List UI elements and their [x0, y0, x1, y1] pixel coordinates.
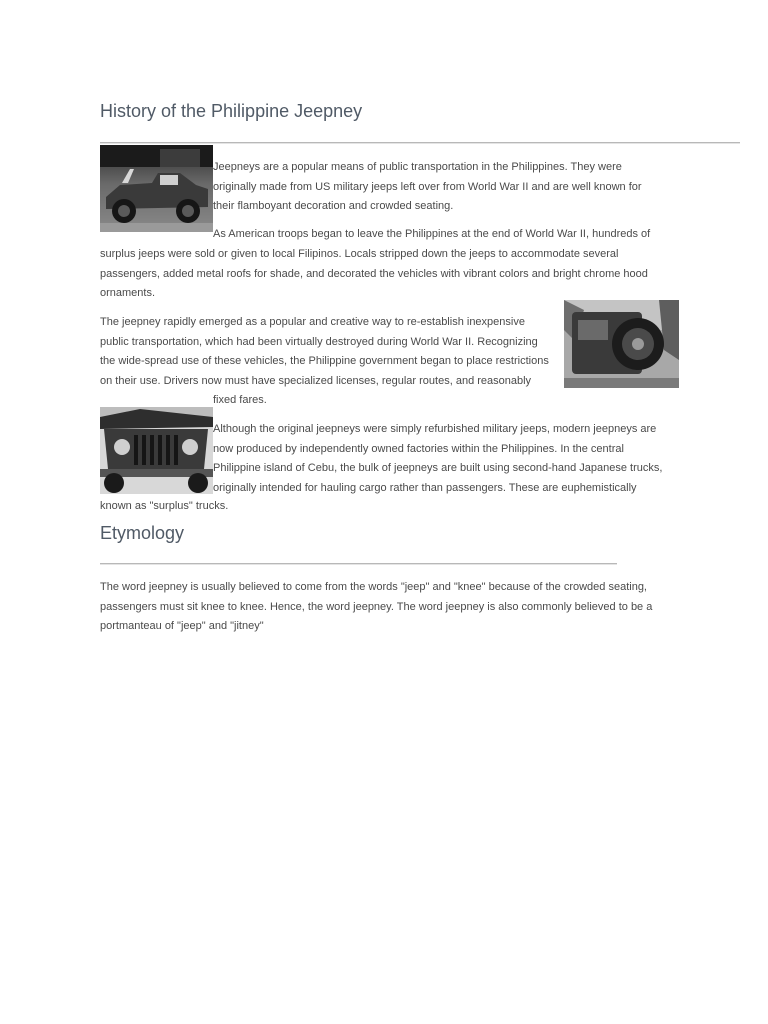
text-line: portmanteau of "jeep" and "jitney"	[100, 620, 264, 633]
section-title-history: History of the Philippine Jeepney	[100, 101, 363, 121]
section-divider	[100, 142, 740, 143]
military-jeep-side-view-photo	[100, 145, 213, 232]
text-line: Philippine island of Cebu, the bulk of jeepneys are built using second-hand Japanese trucks,	[213, 462, 663, 475]
text-line: originally made from US military jeeps left over from World War II and are well known for	[213, 180, 642, 193]
history-paragraph-1	[213, 158, 642, 217]
history-paragraph-3	[100, 313, 549, 391]
text-line: Although the original jeepneys were simply refurbished military jeeps, modern jeepneys are	[213, 423, 657, 435]
text-line: passengers, added metal roofs for shade, and decorated the vehicles with vibrant colors and bright chrome hood	[100, 267, 648, 280]
text-line: on their use. Drivers now must have specialized licenses, regular routes, and reasonably	[100, 374, 532, 387]
text-line: surplus jeeps were sold or given to local Filipinos. Locals stripped down the jeeps to accommodate several	[100, 248, 619, 260]
text-line: As American troops began to leave the Philippines at the end of World War II, hundreds of	[213, 228, 651, 240]
text-line: public transportation, which had been virtually destroyed during World War II. Recognizing	[100, 335, 538, 348]
text-line: The jeepney rapidly emerged as a popular and creative way to re-establish inexpensive	[100, 316, 525, 328]
section-divider	[100, 563, 617, 564]
text-line: now produced by independently owned factories within the Philippines. In the central	[213, 442, 624, 455]
text-line: the wide-spread use of these vehicles, the Philippine government began to place restrictions	[100, 355, 549, 368]
text-line: fixed fares.	[213, 394, 267, 406]
text-line: The word jeepney is usually believed to come from the words "jeep" and "knee" because of the crowded seating,	[100, 581, 647, 593]
history-paragraph-4-last-line	[100, 497, 228, 517]
text-line: originally intended for hauling cargo rather than passengers. These are euphemistically	[213, 481, 637, 494]
text-line: ornaments.	[100, 287, 156, 300]
jeep-rear-spare-tire-photo	[564, 300, 679, 388]
etymology-paragraph	[100, 578, 652, 637]
text-line: known as "surplus" trucks.	[100, 500, 229, 512]
text-line: Jeepneys are a popular means of public transportation in the Philippines. They were	[213, 161, 622, 173]
section-title-etymology: Etymology	[100, 523, 185, 543]
history-paragraph-2	[100, 245, 648, 304]
jeep-front-grille-photo	[100, 407, 213, 494]
text-line: their flamboyant decoration and crowded seating.	[213, 200, 454, 213]
history-paragraph-4	[213, 420, 662, 498]
history-paragraph-3-last-line	[213, 391, 267, 411]
text-line: passengers must sit knee to knee. Hence, the word jeepney. The word jeepney is also commonly believed to be a	[100, 600, 653, 613]
history-paragraph-2-first-line	[213, 225, 650, 245]
